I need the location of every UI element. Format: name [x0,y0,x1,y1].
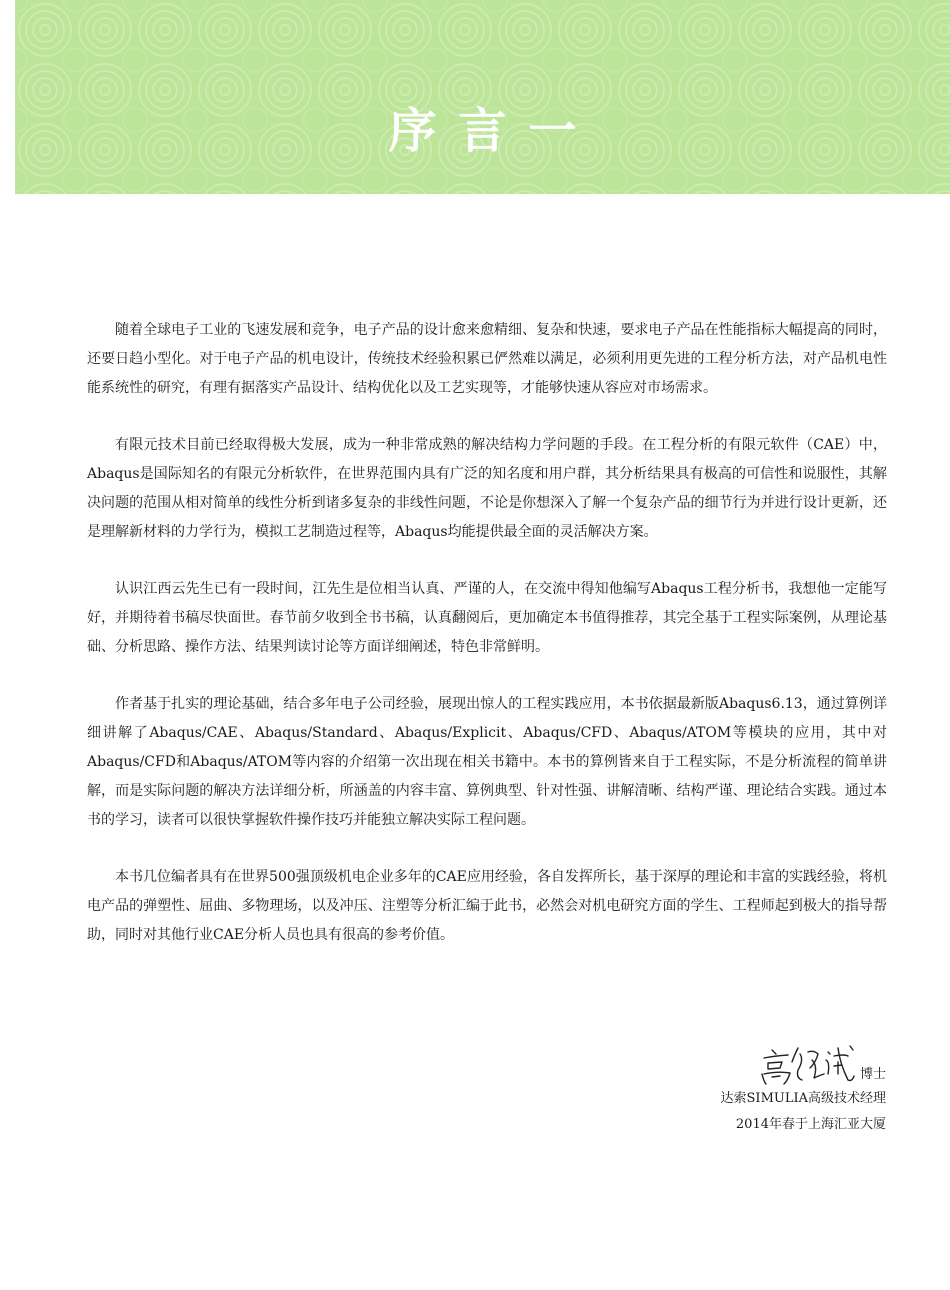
page-title: 序言一 [388,103,599,159]
paragraph: 有限元技术目前已经取得极大发展，成为一种非常成熟的解决结构力学问题的手段。在工程分析的有限元软件（CAE）中，Abaqus是国际知名的有限元分析软件，在世界范围内具有广泛的知名度和用户群，其分析结果具有极高的可信性和说服性，其解决问题的范围从相对简单的线性分析到诸多复杂的非线性问题，不论是你想深入了解一个复杂产品的细节行为并进行设计更新，还是理解新材料的力学行为，模拟工艺制造过程等，Abaqus均能提供最全面的灵活解决方案。 [87,437,887,540]
preface-body [87,316,887,978]
paragraph: 作者基于扎实的理论基础，结合多年电子公司经验，展现出惊人的工程实践应用，本书依据最新版Abaqus6.13，通过算例详细讲解了Abaqus/CAE、Abaqus/Standard、Abaqus/Explicit、Abaqus/CFD、Abaqus/ATOM等模块的应用，其中对Abaqus/CFD和Abaqus/ATOM等内容的介绍第一次出现在相关书籍中。本书的算例皆来自于工程实际，不是分析流程的简单讲解，而是实际问题的解决方法详细分析，所涵盖的内容丰富、算例典型、针对性强、讲解清晰、结构严谨、理论结合实践。通过本书的学习，读者可以很快掌握软件操作技巧并能独立解决实际工程问题。 [87,696,887,828]
signature-date-place: 2014年春于上海汇亚大厦 [735,1117,886,1132]
paragraph: 随着全球电子工业的飞速发展和竞争，电子产品的设计愈来愈精细、复杂和快速，要求电子产品在性能指标大幅提高的同时，还要日趋小型化。对于电子产品的机电设计，传统技术经验积累已俨然难以满足，必须利用更先进的工程分析方法，对产品机电性能系统性的研究，有理有据落实产品设计、结构优化以及工艺实现等，才能够快速从容应对市场需求。 [87,322,887,396]
paragraph: 本书几位编者具有在世界500强顶级机电企业多年的CAE应用经验，各自发挥所长，基于深厚的理论和丰富的实践经验，将机电产品的弹塑性、屈曲、多物理场，以及冲压、注塑等分析汇编于此书，必然会对机电研究方面的学生、工程师起到极大的指导帮助，同时对其他行业CAE分析人员也具有很高的参考价值。 [87,869,887,943]
signature-block [721,1040,886,1138]
signature-line [721,1040,886,1086]
header-banner [15,0,950,194]
handwritten-signature [758,1040,858,1086]
signature-title: 博士 [859,1067,886,1082]
paragraph: 认识江西云先生已有一段时间，江先生是位相当认真、严谨的人，在交流中得知他编写Abaqus工程分析书，我想他一定能写好，并期待着书稿尽快面世。春节前夕收到全书书稿，认真翻阅后，更加确定本书值得推荐，其完全基于工程实际案例，从理论基础、分析思路、操作方法、结果判读讨论等方面详细阐述，特色非常鲜明。 [87,581,887,655]
signature-position: 达索SIMULIA高级技术经理 [720,1091,886,1106]
